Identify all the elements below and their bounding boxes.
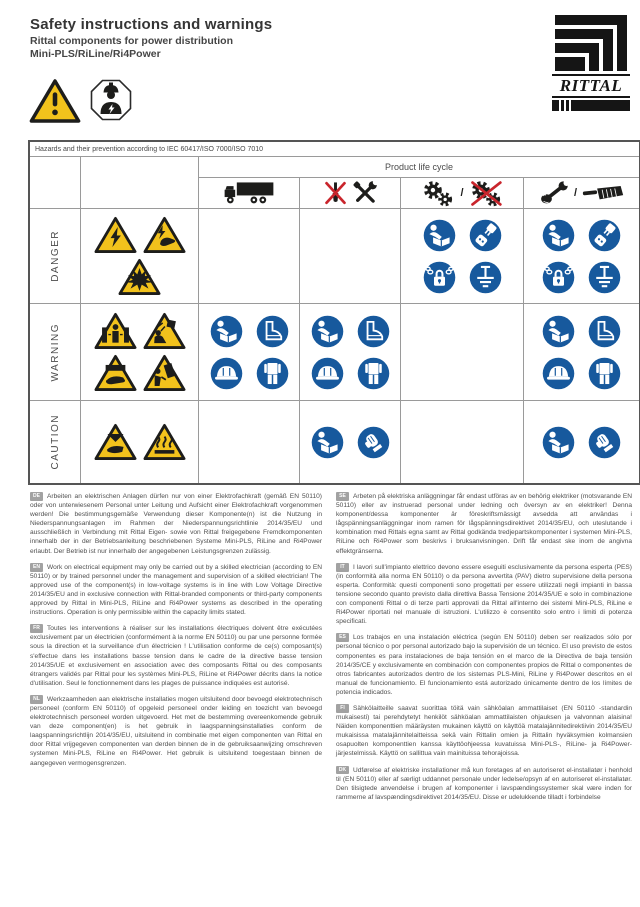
rittal-logo-mark: [553, 15, 629, 71]
instruction-text: I lavori sull'impianto elettrico devono essere eseguiti esclusivamente da persona esperta (PES) (in conformità alla norma EN 50110) o da persona avvertita (PAV) dietro supervisione della persona esperta. Conformità: questi componenti sono progettati per essere utilizzati negli impianti in bassa tensione secondo quanto previsto dalla direttiva Bassa Tensione 2014/35/UE e solo in combinazione con componenti Rittal o di terze parti approvati da Rittal all'interno dei sistemi Mini-PLS, RiLine e Ri4Power riportati nel manuale di istruzioni. L'utilizzo è consentito solo entro i limiti di potenza specificati.: [336, 563, 632, 626]
lifecycle-operation-cell: [401, 178, 523, 208]
general-warning-icon: [29, 78, 81, 124]
mandatory-read-manual-icon: [542, 426, 575, 459]
instruction-paragraph-it: [336, 563, 632, 627]
mandatory-lockout-icon: [423, 261, 456, 294]
lang-badge-en: EN: [30, 563, 43, 572]
table-caption: Hazards and their prevention according to IEC 60417/ISO 7000/ISO 7010: [30, 142, 639, 156]
prevention-cell-warning-2: [401, 304, 523, 400]
lifecycle-header: Product life cycle: [199, 157, 639, 177]
instruction-paragraph-dk: [336, 766, 632, 802]
instruction-text: Arbeiten an elektrischen Anlagen dürfen nur von einer Elektrofachkraft (gemäß EN 50110) oder von unterwiesenem Personal unter Leitung und Aufsicht einer Elektrofachkraft vorgenommen werden! Die bestimmungsgemäße Verwendung dieser Komponente(n) ist die Nutzung in Niederspannungsanlagen im Rahmen der Niederspannungsrichtlinie 2014/35/EU und ausschließlich in Verbindung mit Rittal Eigen- sowie von Rittal freigegebene Fremdkomponenten innerhalb der in der Betriebsanleitung beschriebenen Systeme Mini-PLS, RiLine and Ri4Power erlaubt. Der Betrieb ist nur innerhalb der angegebenen Leistungsgrenzen zulässig.: [30, 493, 322, 555]
row-label-caution: [30, 401, 80, 483]
rittal-logo-bar: [552, 100, 630, 111]
warning-hot-surface-icon: [143, 423, 186, 461]
severity-label: DANGER: [49, 230, 61, 282]
hazard-symbols-warning: [81, 304, 198, 400]
prevention-cell-danger-0: [199, 209, 299, 303]
warning-tipping-load-icon: [143, 354, 186, 392]
warning-electricity-icon: [94, 216, 137, 254]
row-label-danger: [30, 209, 80, 303]
prevention-cell-caution-1: [300, 401, 400, 483]
warning-falling-objects-icon: [143, 312, 186, 350]
instruction-text: Los trabajos en una instalación eléctrica (según EN 50110) deben ser realizados sólo por personal técnico o por personal autorizado bajo la supervisión de un técnico. El uso previsto de estos componentes es para instalaciones de baja tensión en el marco de la Directiva de baja tensión 2014/35/CE y exclusivamente en combinación con componentes propios de Rittal o componentes de otros fabricantes autorizados dentro de los sistemas PLS-Mini, RiLine y Ri4Power descritos en el manual de funcionamiento. El funcionamiento está autorizado únicamente dentro de los límites de potencia indicados.: [336, 634, 632, 696]
mandatory-earth-icon: [588, 261, 621, 294]
lifecycle-installation-cell: [300, 178, 400, 208]
instructions-column-right: [336, 492, 632, 809]
table-spacer-symbol-col: [81, 157, 198, 208]
mandatory-helmet-icon: [542, 357, 575, 390]
rittal-logo: [552, 15, 630, 111]
mandatory-gloves-icon: [588, 426, 621, 459]
prevention-cell-caution-0: [199, 401, 299, 483]
slash-separator: /: [460, 187, 464, 199]
lang-badge-fr: FR: [30, 624, 43, 633]
lang-badge-se: SE: [336, 492, 349, 501]
lang-badge-de: DE: [30, 492, 43, 501]
skilled-electrician-icon: [89, 78, 133, 122]
warning-crush-icon: [94, 312, 137, 350]
lang-badge-nl: NL: [30, 695, 43, 704]
warning-electric-shock-icon: [143, 216, 186, 254]
wrench-hand-icon: [539, 181, 569, 205]
instruction-paragraph-de: [30, 492, 322, 556]
prevention-cell-caution-3: [524, 401, 639, 483]
mandatory-disconnect-icon: [469, 219, 502, 252]
mandatory-boots-icon: [256, 315, 289, 348]
hazard-symbols-danger: [81, 209, 198, 303]
instructions-column-left: [30, 492, 322, 775]
mandatory-gloves-icon: [357, 426, 390, 459]
mandatory-boots-icon: [588, 315, 621, 348]
table-spacer-label-col: [30, 157, 80, 208]
mandatory-helmet-icon: [311, 357, 344, 390]
instruction-text: Toutes les interventions à réaliser sur les installations électriques doivent être exécutées exclusivement par un électricien (conformément à la norme EN 50110) ou par une personne formée sous la direction et la surveillance d'un électricien ! L'utilisation conforme de ce(s) composant(s) s'effectue dans les installations basse tension dans le cadre de la directive basse tension 2014/35/UE et exclusivement en association avec des composants Rittal ou des composants étrangers validés par Rittal pour les systèmes Mini-PLS, RiLine et Ri4Power décrits dans la notice d'utilisation. Seul le fonctionnement dans les plages de puissance indiquées est autorisé.: [30, 625, 322, 687]
document-header: [30, 16, 272, 60]
instruction-text: Werkzaamheden aan elektrische installaties mogen uitsluitend door bevoegd elektrotechnisch personeel (conform EN 50110) of opgeleid personeel onder leiding en toezicht van bevoegd elektrotechnisch personeel worden uitgevoerd. Het met de bestemming overeenkomende gebruik van deze component(en) is het gebruik in laagspanningsinstallaties conform de laagspanningsrichtlijn 2014/35/EU, uitsluitend in combinatie met eigen componenten van Rittal en door Rittal vrijgegeven componenten van derden binnen de in de gebruiksaanwijzing omschreven systemen Mini-PLS, RiLine en Ri4Power. Het gebruik is uitsluitend toegestaan binnen de aangegeven vermogensgrenzen.: [30, 695, 322, 767]
header-warning-icons: [29, 78, 133, 124]
mandatory-read-manual-icon: [311, 426, 344, 459]
lang-badge-fi: FI: [336, 704, 349, 713]
mandatory-clothing-icon: [588, 357, 621, 390]
truck-icon: [223, 180, 275, 206]
lifecycle-transport-cell: [199, 178, 299, 208]
instruction-paragraph-se: [336, 492, 632, 556]
prevention-cell-warning-1: [300, 304, 400, 400]
instruction-text: Arbeten på elektriska anläggningar får endast utföras av en behörig elektriker (motsvarande EN 50110) eller av instruerad personal under ledning och översyn av en elektriker! Denna komponent/dessa komponenter är föreskriftsmässigt avsedda att användas i lågspänningsanläggningar inom ramen för lågspänningsdirektivet 2014/35/EU, och uteslutande i kombination med Rittals egna samt av Rittal godkända tredjepartskomponenter i systemen Mini-PLS, RiLine och Ri4Power som beskrivs i bruksanvisningen. Drift får endast ske inom de angivna effektgränserna.: [336, 493, 632, 555]
instruction-paragraph-es: [336, 633, 632, 697]
warning-cut-icon: [94, 423, 137, 461]
prevention-cell-danger-1: [300, 209, 400, 303]
mandatory-boots-icon: [357, 315, 390, 348]
page-subtitle: Rittal components for power distribution: [30, 35, 233, 47]
instruction-text: Udførelse af elektriske installationer må kun foretages af en autoriseret el-installatør i henhold til (EN 50110) eller af særligt uddannet personale under ledelse/opsyn af en autoriseret el-installatør. Den tilsigtede anvendelse i brugen af komponenter i lavspændingssystemer skal være inden for rammerne af lavspændingsdirektivet 2014/35/EU. Disse er udelukkende tilladt i forbindelse: [336, 766, 632, 801]
prevention-cell-danger-3: [524, 209, 639, 303]
prevention-cell-warning-0: [199, 304, 299, 400]
mandatory-clothing-icon: [256, 357, 289, 390]
hazard-table: [28, 140, 640, 485]
mandatory-read-manual-icon: [542, 219, 575, 252]
product-line: Mini-PLS/RiLine/Ri4Power: [30, 48, 161, 60]
rittal-wordmark: RITTAL: [552, 74, 630, 98]
severity-label: CAUTION: [49, 414, 61, 470]
mandatory-clothing-icon: [357, 357, 390, 390]
instruction-paragraph-nl: [30, 695, 322, 768]
lifecycle-maintenance-cleaning-cell: [524, 178, 639, 208]
prevention-cell-danger-2: [401, 209, 523, 303]
lang-badge-dk: DK: [336, 766, 349, 775]
instruction-text: Sähkölaitteille saavat suorittaa töitä vain sähköalan ammattilaiset (EN 50110 -standardin mukaisesti) tai perehdytetyt henkilöt sähköalan ammattilaisten ohjauksen ja valvonnan alaisina! Näiden komponenttien määräysten mukainen käyttö on käyttöä matalajännitedirektiivin 2014/35/EU mukaisissa matalajännitelaitteissa sekä vain Rittalin omien ja Rittalin hyväksymien kolmansien osapuolten komponenttien kanssa käyttöohjeessa kuvatuissa Mini-PLS-, RiLine- ja Ri4Power-järjestelmissä. Käyttö on sallittua vain mainituissa tehorajoissa.: [336, 704, 632, 758]
page-title: Safety instructions and warnings: [30, 16, 273, 33]
instruction-paragraph-en: [30, 563, 322, 618]
brush-icon: [582, 184, 624, 203]
mandatory-disconnect-icon: [588, 219, 621, 252]
slash-separator: /: [573, 187, 578, 199]
severity-label: WARNING: [49, 322, 61, 382]
prevention-cell-warning-3: [524, 304, 639, 400]
mandatory-helmet-icon: [210, 357, 243, 390]
crossed-tools-icon: [352, 180, 378, 206]
prevention-cell-caution-2: [401, 401, 523, 483]
row-label-warning: [30, 304, 80, 400]
hazard-symbols-caution: [81, 401, 198, 483]
warning-hand-injury-icon: [94, 354, 137, 392]
gears-icon: [421, 180, 455, 207]
mandatory-read-manual-icon: [423, 219, 456, 252]
mandatory-read-manual-icon: [311, 315, 344, 348]
mandatory-read-manual-icon: [542, 315, 575, 348]
mandatory-earth-icon: [469, 261, 502, 294]
mandatory-lockout-icon: [542, 261, 575, 294]
instruction-paragraph-fi: [336, 704, 632, 759]
instruction-paragraph-fr: [30, 624, 322, 688]
no-gears-icon: [469, 180, 503, 207]
lang-badge-it: IT: [336, 563, 349, 572]
mandatory-read-manual-icon: [210, 315, 243, 348]
warning-explosion-icon: [118, 258, 161, 296]
instruction-text: Work on electrical equipment may only be carried out by a skilled electrician (according to EN 50110) or by trained personnel under the management and supervision of a skilled electrician! The approved use of the component(s) in low-voltage systems is in line with Low Voltage Directive 2014/35/EU and in exclusive connection with Rittal-branded components or third-party components approved by Rittal in Mini-PLS, RiLine and Ri4Power systems as described in the operating instructions. Operation is only permissible within the capacity limits stated.: [30, 563, 322, 617]
lang-badge-es: ES: [336, 633, 349, 642]
no-tool-icon: [323, 180, 348, 206]
